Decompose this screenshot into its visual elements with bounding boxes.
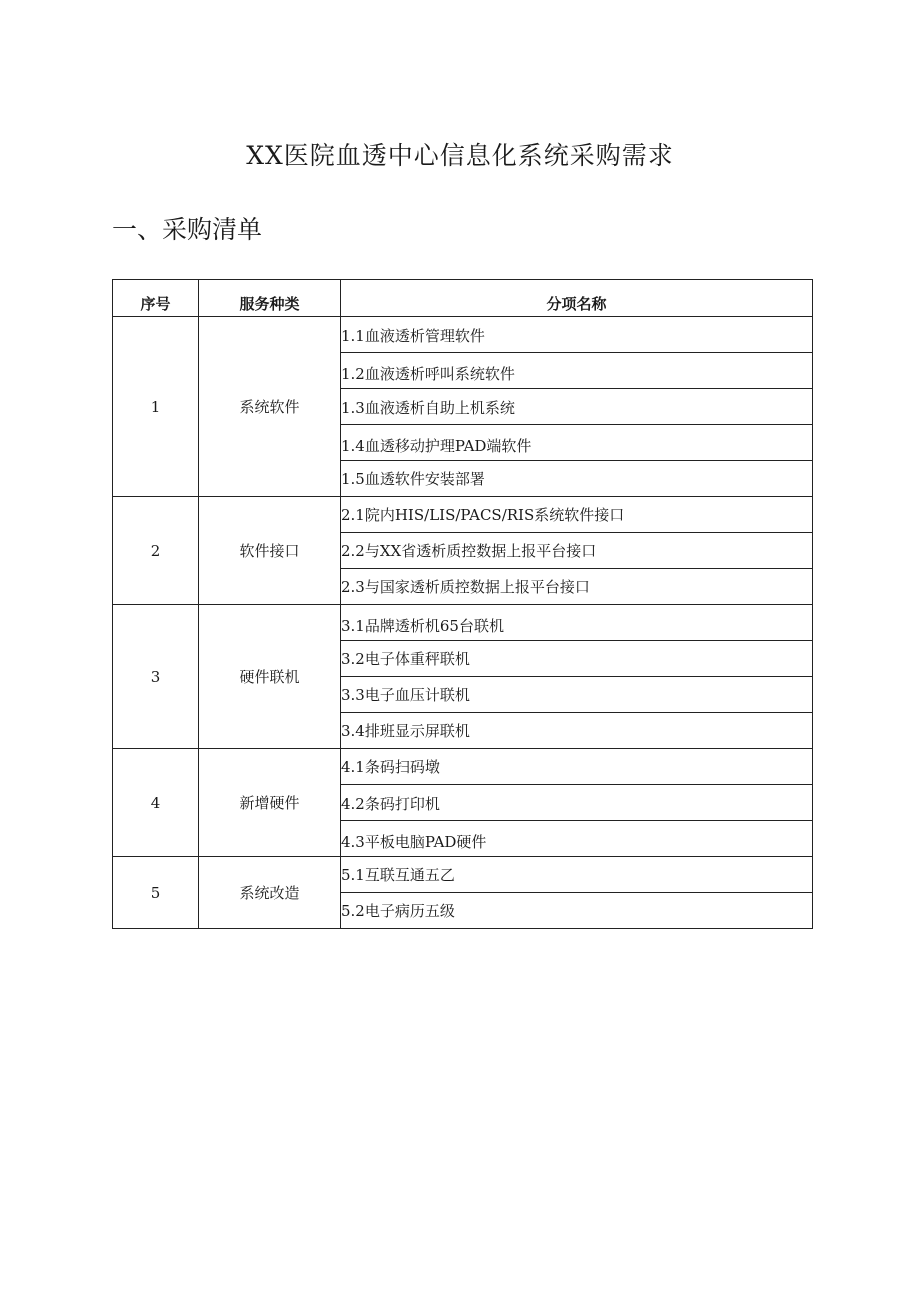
item-cell: 3.4排班显示屏联机	[341, 713, 813, 749]
header-type: 服务种类	[199, 280, 341, 317]
item-cell: 3.1品牌透析机65台联机	[341, 605, 813, 641]
group-type-cell: 新增硬件	[199, 749, 341, 857]
item-cell: 4.2条码打印机	[341, 785, 813, 821]
group-type-cell: 硬件联机	[199, 605, 341, 749]
item-cell: 1.3血液透析自助上机系统	[341, 389, 813, 425]
item-cell: 3.2电子体重秤联机	[341, 641, 813, 677]
table-header-row	[113, 280, 813, 317]
item-cell: 5.2电子病历五级	[341, 893, 813, 929]
item-cell: 5.1互联互通五乙	[341, 857, 813, 893]
item-cell: 1.5血透软件安装部署	[341, 461, 813, 497]
group-type-cell: 系统软件	[199, 317, 341, 497]
table-row	[113, 605, 813, 641]
document-title: XX医院血透中心信息化系统采购需求	[246, 141, 674, 170]
group-type-cell: 软件接口	[199, 497, 341, 605]
procurement-table-container	[112, 279, 812, 929]
group-type-cell: 系统改造	[199, 857, 341, 929]
item-cell: 4.1条码扫码墩	[341, 749, 813, 785]
table-row	[113, 749, 813, 785]
item-cell: 1.4血透移动护理PAD端软件	[341, 425, 813, 461]
item-cell: 1.1血液透析管理软件	[341, 317, 813, 353]
section-heading: 一、采购清单	[112, 215, 263, 244]
item-cell: 4.3平板电脑PAD硬件	[341, 821, 813, 857]
group-no-cell: 5	[113, 857, 199, 929]
table-row	[113, 857, 813, 893]
item-cell: 2.1院内HIS/LIS/PACS/RIS系统软件接口	[341, 497, 813, 533]
header-no: 序号	[113, 280, 199, 317]
group-no-cell: 2	[113, 497, 199, 605]
procurement-table	[112, 279, 813, 929]
group-no-cell: 3	[113, 605, 199, 749]
item-cell: 1.2血液透析呼叫系统软件	[341, 353, 813, 389]
item-cell: 3.3电子血压计联机	[341, 677, 813, 713]
table-row	[113, 497, 813, 533]
header-item: 分项名称	[341, 280, 813, 317]
table-row	[113, 317, 813, 353]
group-no-cell: 4	[113, 749, 199, 857]
item-cell: 2.2与XX省透析质控数据上报平台接口	[341, 533, 813, 569]
group-no-cell: 1	[113, 317, 199, 497]
item-cell: 2.3与国家透析质控数据上报平台接口	[341, 569, 813, 605]
